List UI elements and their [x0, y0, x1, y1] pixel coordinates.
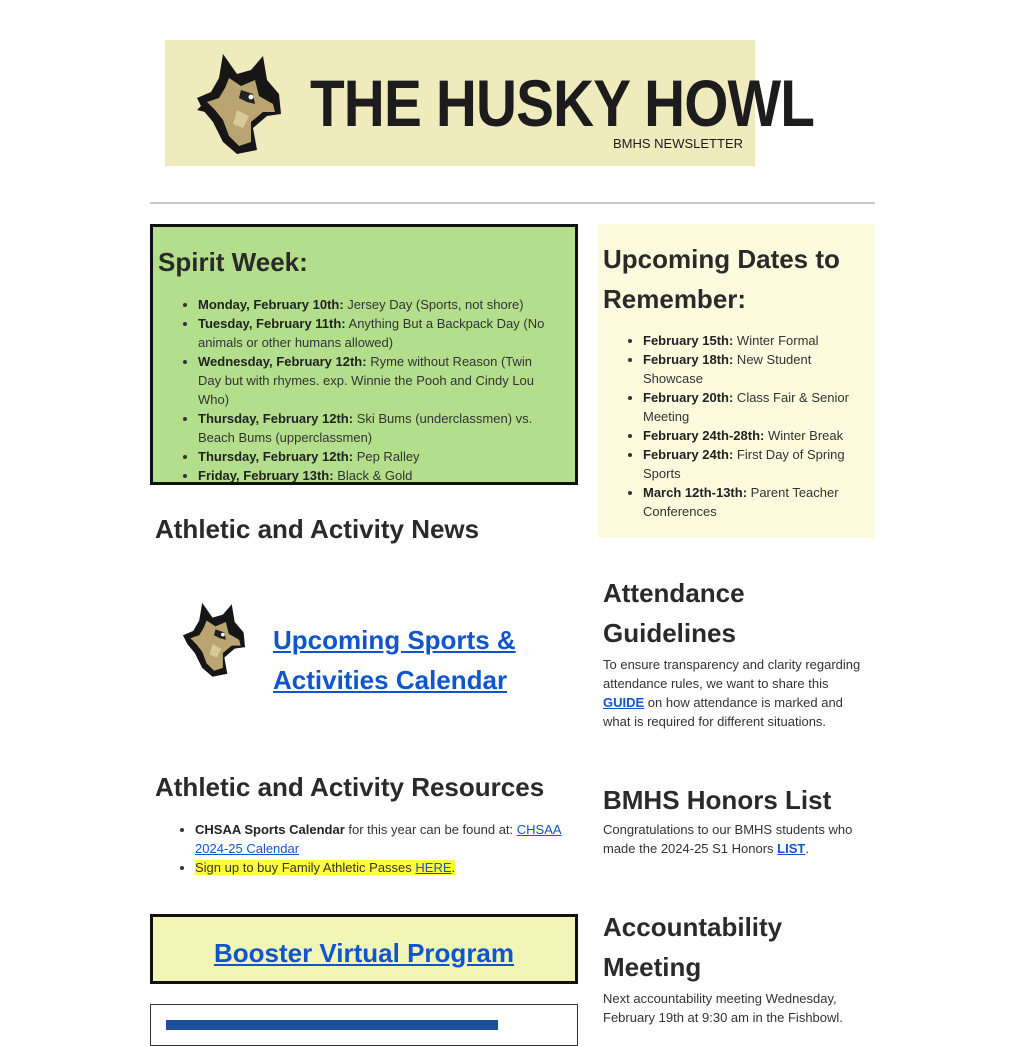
accountability-section	[603, 907, 868, 1027]
list-item: • Friday, February 13th: Black & Gold	[198, 466, 558, 485]
spirit-week-list	[153, 295, 558, 485]
attendance-text: To ensure transparency and clarity regarding attendance rules, we want to share this GUIDE on how attendance is marked and what is required for different situations.	[603, 657, 861, 729]
sports-calendar-link[interactable]: Upcoming Sports & Activities Calendar	[273, 625, 516, 695]
attendance-section	[603, 573, 868, 731]
booster-box	[150, 914, 578, 984]
list-item: • Monday, February 10th: Jersey Day (Sports, not shore)	[198, 295, 558, 314]
upcoming-dates-list	[598, 331, 863, 521]
list-item: • Thursday, February 12th: Ski Bums (underclassmen) vs. Beach Bums (upperclassmen)	[198, 409, 558, 447]
newsletter-subtitle: BMHS NEWSLETTER	[612, 136, 743, 151]
bottom-image-box	[150, 1004, 578, 1046]
attendance-guide-link[interactable]: GUIDE	[603, 695, 645, 710]
list-item: • Sign up to buy Family Athletic Passes HERE.	[195, 858, 570, 877]
honors-list-link[interactable]: LIST	[777, 841, 806, 856]
list-item: • February 15th: Winter Formal	[643, 331, 863, 350]
athletic-passes-link[interactable]: HERE	[415, 860, 452, 875]
upcoming-dates-box	[598, 224, 875, 538]
bottom-banner-bar	[166, 1020, 498, 1030]
list-item: • Wednesday, February 12th: Ryme without Reason (Twin Day but with rhymes. exp. Winnie the Pooh and Cindy Lou Who)	[198, 352, 558, 409]
husky-small-icon	[180, 598, 248, 680]
resources-list	[150, 820, 570, 877]
honors-heading: BMHS Honors List	[603, 785, 832, 815]
resources-section	[150, 820, 570, 877]
list-item: • February 24th-28th: Winter Break	[643, 426, 863, 445]
booster-program-link[interactable]: Booster Virtual Program	[213, 938, 515, 968]
accountability-heading: Accountability Meeting	[603, 912, 783, 982]
list-item: • February 24th: First Day of Spring Sports	[643, 445, 863, 483]
newsletter-banner	[165, 40, 815, 166]
header-divider	[150, 202, 875, 204]
newsletter-title: THE HUSKY HOWL	[310, 66, 815, 140]
list-item: • CHSAA Sports Calendar for this year can be found at: CHSAA 2024-25 Calendar	[195, 820, 570, 858]
resources-heading: Athletic and Activity Resources	[155, 772, 545, 802]
spirit-week-heading: Spirit Week:	[158, 247, 308, 277]
husky-logo-icon	[193, 50, 285, 156]
list-item: • Tuesday, February 11th: Anything But a Backpack Day (No animals or other humans allowed)	[198, 314, 558, 352]
list-item: • Thursday, February 12th: Pep Ralley	[198, 447, 558, 466]
spirit-week-box	[150, 224, 578, 485]
attendance-heading: Attendance Guidelines	[603, 578, 745, 648]
honors-section	[603, 780, 868, 858]
list-item: • February 20th: Class Fair & Senior Meeting	[643, 388, 863, 426]
upcoming-dates-heading: Upcoming Dates to Remember:	[603, 244, 840, 314]
accountability-text: Next accountability meeting Wednesday, February 19th at 9:30 am in the Fishbowl.	[603, 991, 843, 1025]
athletic-news-heading: Athletic and Activity News	[155, 514, 480, 544]
list-item: • February 18th: New Student Showcase	[643, 350, 863, 388]
honors-text: Congratulations to our BMHS students who made the 2024-25 S1 Honors LIST.	[603, 822, 853, 856]
list-item: • March 12th-13th: Parent Teacher Conferences	[643, 483, 863, 521]
chsaa-calendar-link[interactable]: CHSAA 2024-25 Calendar	[195, 822, 562, 856]
